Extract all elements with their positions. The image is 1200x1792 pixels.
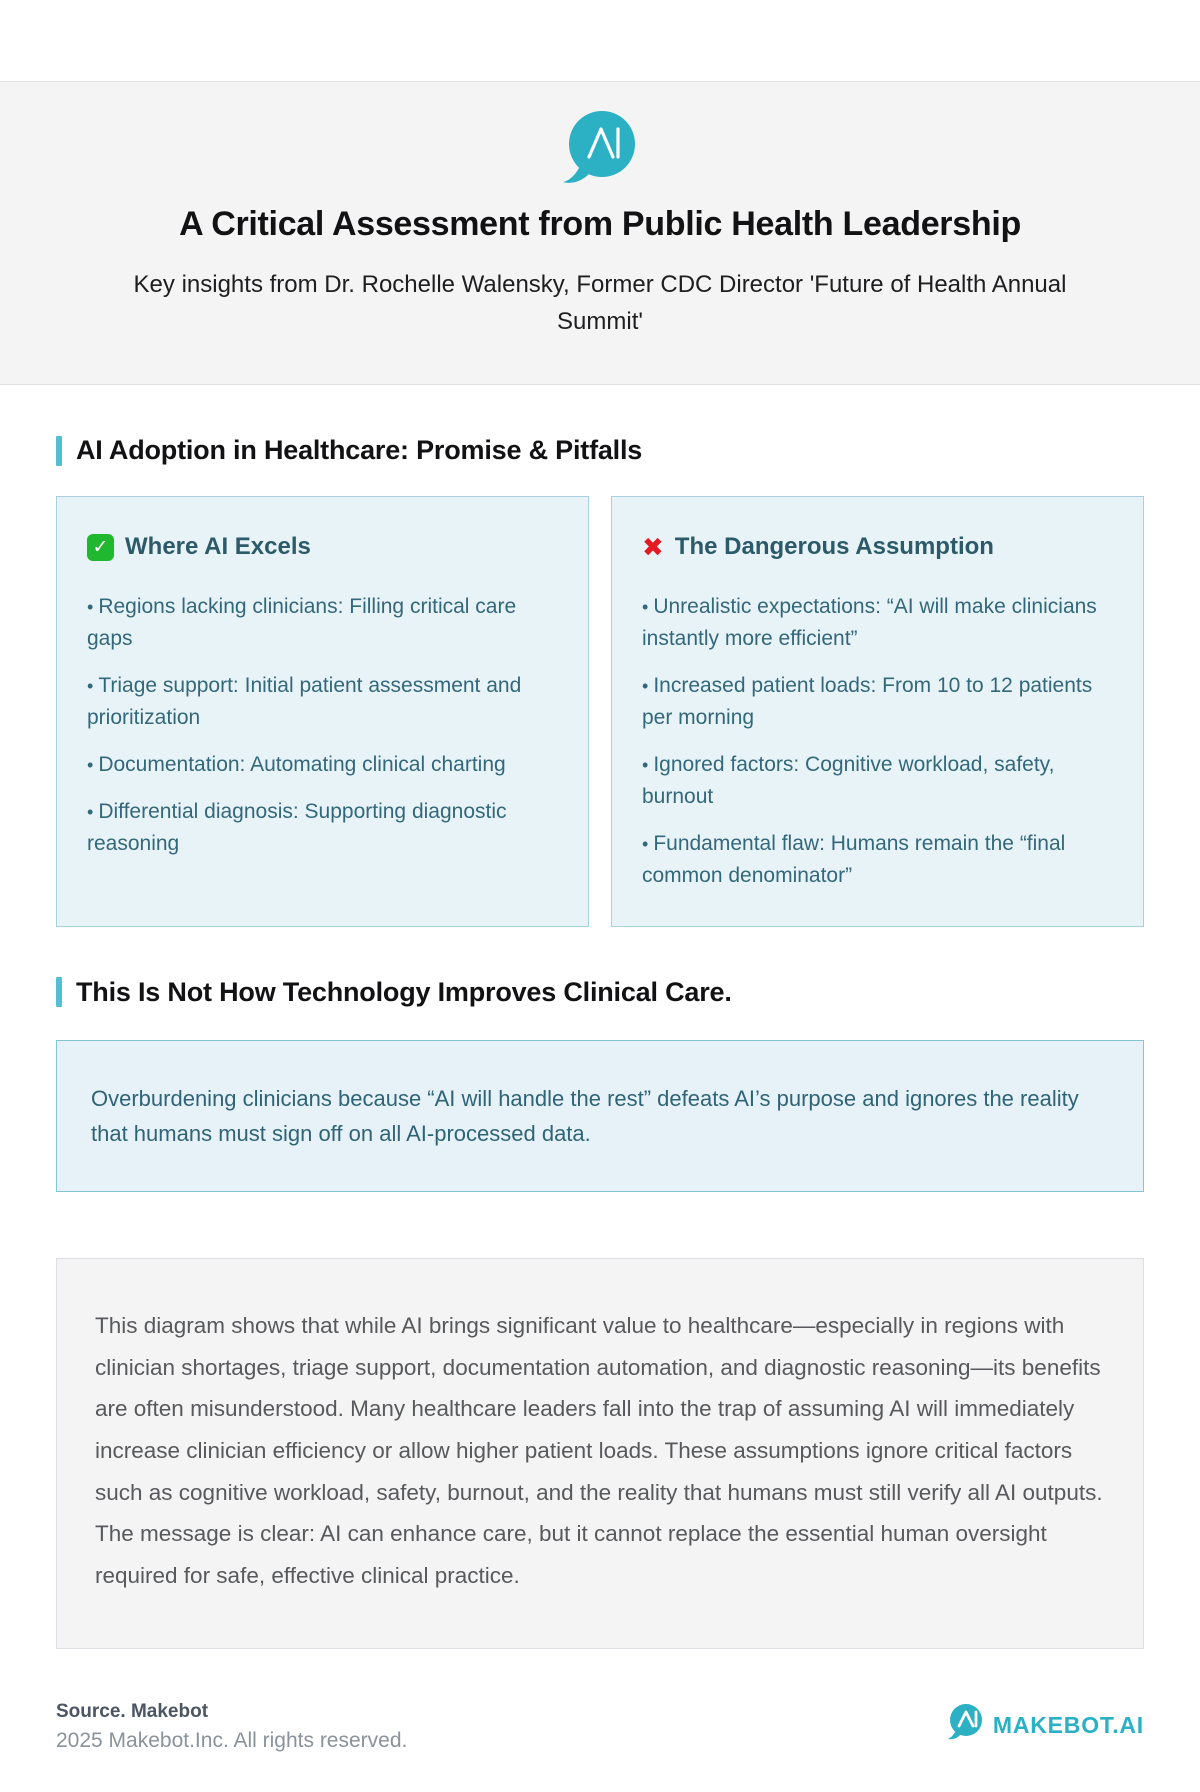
section-title: AI Adoption in Healthcare: Promise & Pitfalls — [76, 435, 643, 466]
main-content — [0, 435, 1200, 1649]
card-title: The Dangerous Assumption — [674, 533, 994, 561]
bullet-item: • Unrealistic expectations: “AI will make clinicians instantly more efficient” — [642, 591, 1113, 655]
footer-brand — [947, 1703, 1144, 1747]
check-icon: ✓ — [87, 534, 114, 561]
section-heading-not-how-technology — [56, 977, 1144, 1008]
card-bullet-list — [87, 591, 558, 859]
bullet-item: • Ignored factors: Cognitive workload, safety, burnout — [642, 749, 1113, 813]
card-title: Where AI Excels — [125, 533, 311, 561]
makebot-ai-logo-icon — [563, 108, 637, 191]
page-header — [0, 81, 1200, 385]
bullet-item: • Triage support: Initial patient assessment and prioritization — [87, 670, 558, 734]
card-dangerous-assumption — [611, 496, 1144, 926]
cross-icon: ✖ — [642, 532, 664, 563]
makebot-ai-logo-icon — [947, 1703, 984, 1747]
source-label: Source. Makebot — [56, 1701, 209, 1723]
copyright-text: 2025 Makebot.Inc. All rights reserved. — [56, 1729, 408, 1753]
card-where-ai-excels — [56, 496, 589, 926]
bullet-item: • Differential diagnosis: Supporting diagnostic reasoning — [87, 796, 558, 860]
bullet-item: • Documentation: Automating clinical charting — [87, 749, 558, 781]
page-title: A Critical Assessment from Public Health Leadership — [179, 205, 1021, 243]
card-title-row — [642, 533, 1113, 561]
page-subtitle: Key insights from Dr. Rochelle Walensky, Former CDC Director 'Future of Health Annual Summit' — [133, 271, 1067, 336]
bullet-item: • Fundamental flaw: Humans remain the “final common denominator” — [642, 828, 1113, 892]
section-heading-ai-adoption — [56, 435, 1144, 466]
callout-box: Overburdening clinicians because “AI will handle the rest” defeats AI’s purpose and ignores the reality that humans must sign off on all AI-processed data. — [56, 1040, 1144, 1192]
bullet-item: • Regions lacking clinicians: Filling critical care gaps — [87, 591, 558, 655]
footer-left — [56, 1701, 407, 1753]
comparison-cards — [56, 496, 1144, 926]
footer-brand-text: MAKEBOT.AI — [992, 1711, 1144, 1738]
card-bullet-list — [642, 591, 1113, 891]
accent-bar — [56, 436, 62, 466]
section-title: This Is Not How Technology Improves Clinical Care. — [76, 976, 732, 1007]
bullet-item: • Increased patient loads: From 10 to 12 patients per morning — [642, 670, 1113, 734]
accent-bar — [56, 977, 62, 1007]
card-title-row — [87, 533, 558, 561]
top-whitespace — [0, 0, 1200, 81]
page-footer — [0, 1701, 1200, 1753]
summary-paragraph-box: This diagram shows that while AI brings significant value to healthcare—especially in regions with clinician shortages, triage support, documentation automation, and diagnostic reasoning—its benefits are often misunderstood. Many healthcare leaders fall into the trap of assuming AI will immediately increase clinician efficiency or allow higher patient loads. These assumptions ignore critical factors such as cognitive workload, safety, burnout, and the reality that humans must still verify all AI outputs. The message is clear: AI can enhance care, but it cannot replace the essential human oversight required for safe, effective clinical practice. — [56, 1258, 1144, 1649]
